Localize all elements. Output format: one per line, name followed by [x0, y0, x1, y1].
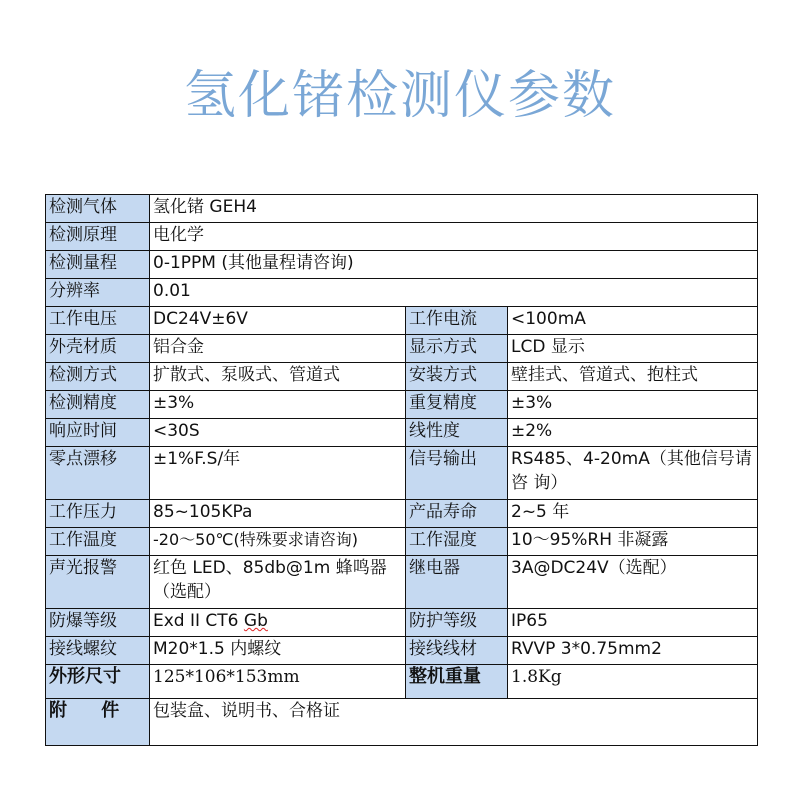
table-row	[46, 307, 758, 335]
spec-value: ±3%	[150, 391, 406, 419]
spec-key: 整机重量	[406, 665, 508, 699]
spec-key: 工作压力	[46, 500, 150, 528]
spec-key: 产品寿命	[406, 500, 508, 528]
spec-key: 响应时间	[46, 419, 150, 447]
spec-value: 85~105KPa	[150, 500, 406, 528]
spec-key: 防爆等级	[46, 609, 150, 637]
table-row	[46, 363, 758, 391]
spec-value: M20*1.5 内螺纹	[150, 637, 406, 665]
spec-value: LCD 显示	[508, 335, 758, 363]
spec-value: 10～95%RH 非凝露	[508, 528, 758, 556]
spec-value: 1.8Kg	[508, 665, 758, 699]
spec-key: 零点漂移	[46, 447, 150, 500]
spec-key: 工作电流	[406, 307, 508, 335]
spec-table	[45, 194, 758, 746]
table-row	[46, 223, 758, 251]
table-row	[46, 335, 758, 363]
table-row	[46, 500, 758, 528]
table-row	[46, 665, 758, 699]
table-row	[46, 279, 758, 307]
spec-value: 氢化锗 GEH4	[150, 195, 758, 223]
spec-value: ±3%	[508, 391, 758, 419]
table-row	[46, 251, 758, 279]
table-row	[46, 528, 758, 556]
spec-key: 检测方式	[46, 363, 150, 391]
spec-value: 扩散式、泵吸式、管道式	[150, 363, 406, 391]
spec-key: 显示方式	[406, 335, 508, 363]
spec-key: 外壳材质	[46, 335, 150, 363]
spec-value: DC24V±6V	[150, 307, 406, 335]
spec-key: 信号输出	[406, 447, 508, 500]
spec-value: -20～50℃(特殊要求请咨询)	[150, 528, 406, 556]
spec-key: 工作电压	[46, 307, 150, 335]
spec-key: 附 件	[46, 699, 150, 746]
spec-value: 红色 LED、85db@1m 蜂鸣器（选配）	[150, 556, 406, 609]
table-row	[46, 609, 758, 637]
spec-key: 接线螺纹	[46, 637, 150, 665]
page-title: 氢化锗检测仪参数	[183, 66, 616, 126]
table-row	[46, 447, 758, 500]
spec-key: 检测量程	[46, 251, 150, 279]
table-row	[46, 637, 758, 665]
spec-value: 2~5 年	[508, 500, 758, 528]
table-row	[46, 419, 758, 447]
spec-value: 0.01	[150, 279, 758, 307]
spec-value: 125*106*153mm	[150, 665, 406, 699]
table-row	[46, 195, 758, 223]
spec-key: 声光报警	[46, 556, 150, 609]
spec-value: <30S	[150, 419, 406, 447]
spec-value: 壁挂式、管道式、抱柱式	[508, 363, 758, 391]
table-row	[46, 391, 758, 419]
explosion-grade: Exd II CT6	[153, 611, 244, 631]
spec-key: 外形尺寸	[46, 665, 150, 699]
spec-key: 工作湿度	[406, 528, 508, 556]
spec-key: 接线线材	[406, 637, 508, 665]
spec-key: 检测气体	[46, 195, 150, 223]
spec-value: IP65	[508, 609, 758, 637]
spec-value: ±2%	[508, 419, 758, 447]
spec-key: 检测精度	[46, 391, 150, 419]
spec-value	[150, 609, 406, 637]
table-row	[46, 699, 758, 746]
spec-value: 电化学	[150, 223, 758, 251]
spec-value: RS485、4-20mA（其他信号请咨 询）	[508, 447, 758, 500]
spec-key: 线性度	[406, 419, 508, 447]
spec-value: RVVP 3*0.75mm2	[508, 637, 758, 665]
spec-key: 防护等级	[406, 609, 508, 637]
spec-key: 重复精度	[406, 391, 508, 419]
spec-key: 工作温度	[46, 528, 150, 556]
spec-value: 0-1PPM (其他量程请咨询)	[150, 251, 758, 279]
spec-value: ±1%F.S/年	[150, 447, 406, 500]
spec-key: 安装方式	[406, 363, 508, 391]
spec-value: 铝合金	[150, 335, 406, 363]
spec-value: 3A@DC24V（选配）	[508, 556, 758, 609]
table-row	[46, 556, 758, 609]
explosion-grade-gb: Gb	[243, 611, 268, 631]
spec-key: 继电器	[406, 556, 508, 609]
spec-value: 包装盒、说明书、合格证	[150, 699, 758, 746]
spec-value: <100mA	[508, 307, 758, 335]
spec-key: 检测原理	[46, 223, 150, 251]
spec-key: 分辨率	[46, 279, 150, 307]
